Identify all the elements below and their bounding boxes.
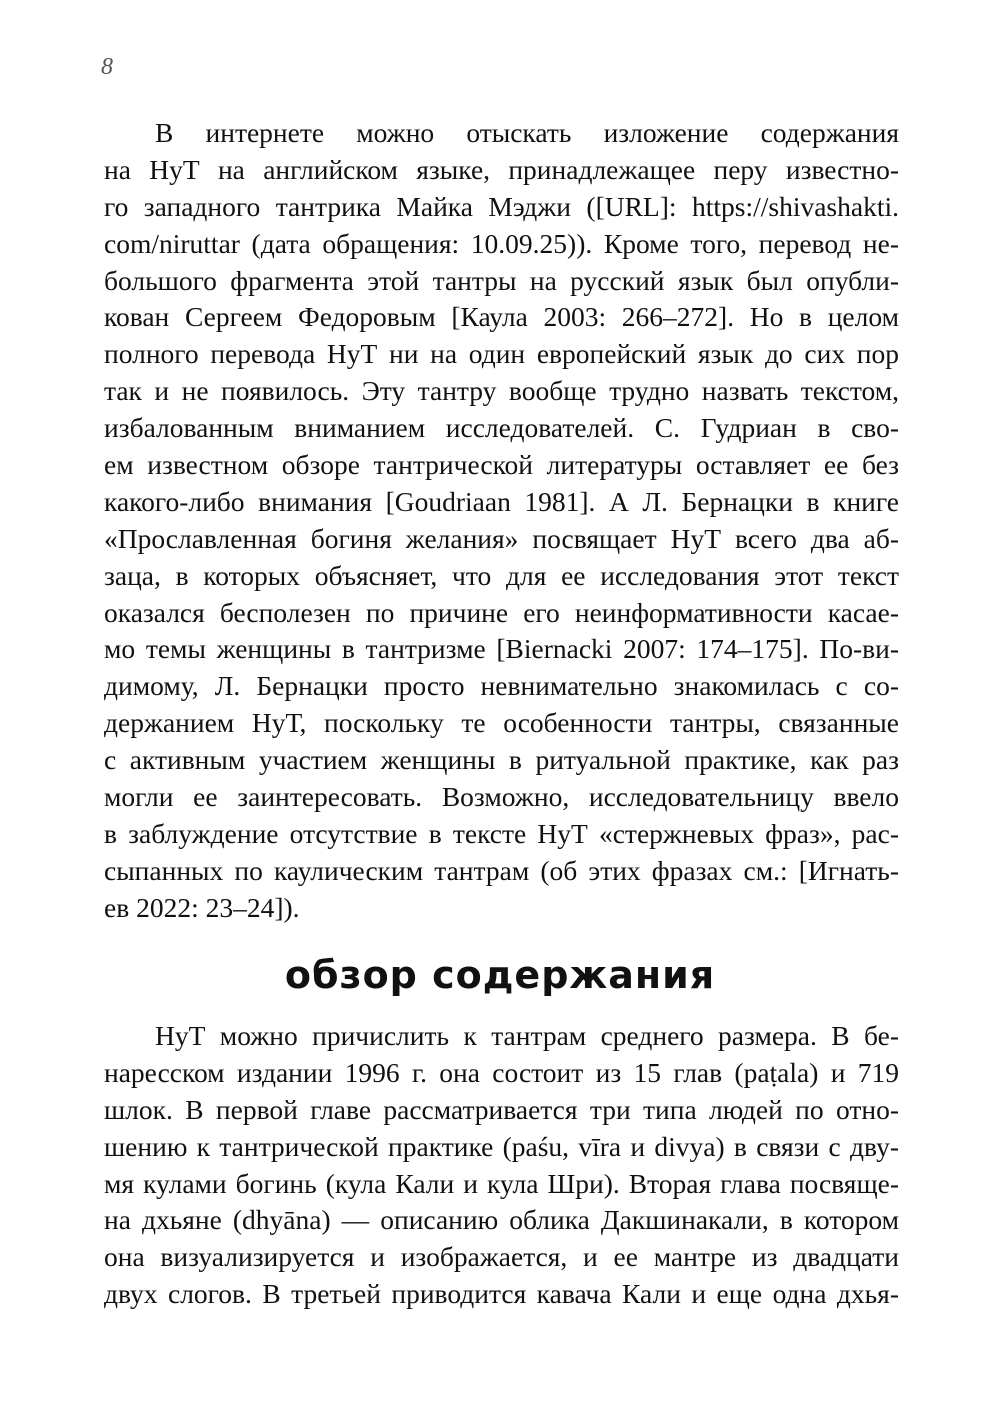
text-line: димому, Л. Бернацки просто невнимательно знакомилась с со- <box>104 670 899 702</box>
text-line: оказался бесполезен по причине его неинформативности касае- <box>104 596 899 628</box>
text-line: кован Сергеем Федоровым [Каула 2003: 266–272]. Но в целом <box>104 301 899 333</box>
text-line: избалованным вниманием исследователей. С. Гудриан в сво- <box>104 412 899 444</box>
text-line: она визуализируется и изображается, и ее мантре из двадцати <box>104 1241 899 1273</box>
text-line: на НуТ на английском языке, принадлежащее перу известно- <box>104 153 899 185</box>
text-line: «Прославленная богиня желания» посвящает НуТ всего два аб- <box>104 522 899 554</box>
text-line: В интернете можно отыскать изложение содержания <box>155 117 899 148</box>
text-line: большого фрагмента этой тантры на русский язык был опубли- <box>104 264 899 296</box>
text-line: так и не появилось. Эту тантру вообще трудно назвать текстом, <box>104 375 899 407</box>
text-line: наресском издании 1996 г. она состоит из 15 глав (paṭala) и 719 <box>104 1056 899 1088</box>
paragraph-1 <box>104 115 899 927</box>
text-line: мо темы женщины в тантризме [Biernacki 2007: 174–175]. По-ви- <box>104 633 899 665</box>
text-line: мя кулами богинь (кула Кали и кула Шри). Вторая глава посвяще- <box>104 1167 899 1199</box>
text-line: заца, в которых объясняет, что для ее исследования этот текст <box>104 559 899 591</box>
page-number: 8 <box>101 54 113 80</box>
text-line: го западного тантрика Майка Мэджи ([URL]: https://shivashakti. <box>104 190 899 222</box>
text-line: сыпанных по каулическим тантрам (об этих фразах см.: [Игнать- <box>104 854 899 886</box>
text-line: держанием НуТ, поскольку те особенности тантры, связанные <box>104 707 899 739</box>
text-line: шлок. В первой главе рассматривается три типа людей по отно- <box>104 1093 899 1125</box>
text-line: могли ее заинтересовать. Возможно, исследовательницу ввело <box>104 781 899 813</box>
text-line: НуТ можно причислить к тантрам среднего размера. В бе- <box>155 1020 899 1051</box>
text-line: какого-либо внимания [Goudriaan 1981]. А Л. Бернацки в книге <box>104 485 899 517</box>
text-line: в заблуждение отсутствие в тексте НуТ «стержневых фраз», рас- <box>104 817 899 849</box>
text-line: с активным участием женщины в ритуальной практике, как раз <box>104 744 899 776</box>
text-line: полного перевода НуТ ни на один европейский язык до сих пор <box>104 338 899 370</box>
section-heading: обзор содержания <box>284 953 716 997</box>
text-line: шению к тантрической практике (paśu, vīra и divya) в связи с дву- <box>104 1130 899 1162</box>
text-line: ев 2022: 23–24]). <box>104 891 300 923</box>
text-line: двух слогов. В третьей приводится кавача Кали и еще одна дхья- <box>104 1278 899 1310</box>
text-line: на дхьяне (dhyāna) — описанию облика Дакшинакали, в котором <box>104 1204 899 1236</box>
text-line: com/niruttar (дата обращения: 10.09.25)). Кроме того, перевод не- <box>104 227 899 259</box>
text-line: ем известном обзоре тантрической литературы оставляет ее без <box>104 449 899 481</box>
paragraph-2 <box>104 1018 899 1313</box>
